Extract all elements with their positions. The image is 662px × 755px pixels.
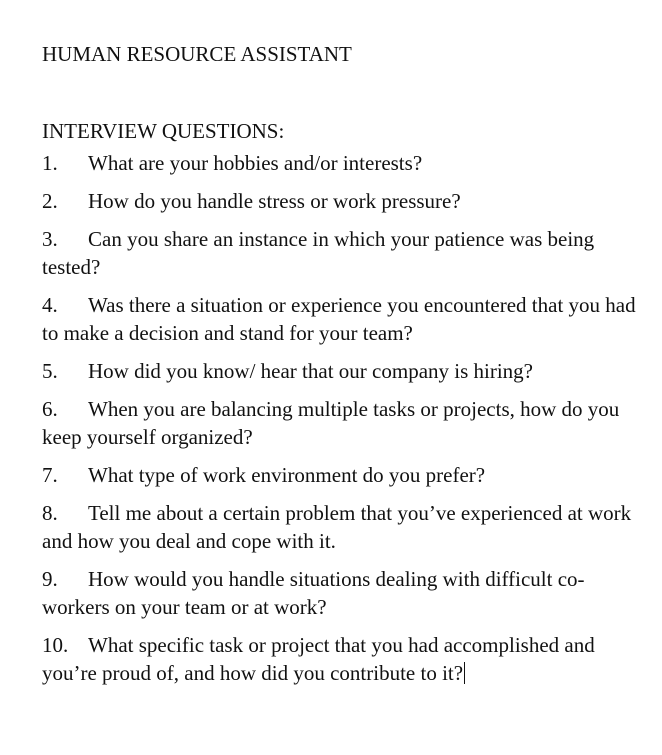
document-body[interactable] — [42, 40, 642, 697]
question-text: What type of work environment do you prefer? — [88, 463, 486, 487]
question-item — [42, 461, 642, 489]
document-title: HUMAN RESOURCE ASSISTANT — [42, 42, 352, 66]
question-number: 4. — [42, 293, 58, 317]
question-item — [42, 187, 642, 215]
question-number: 2. — [42, 189, 58, 213]
text-cursor — [464, 662, 465, 684]
question-item — [42, 565, 642, 621]
question-text: How did you know/ hear that our company is hiring? — [88, 359, 533, 383]
question-text: Can you share an instance in which your patience was being tested? — [42, 227, 595, 279]
section-heading: INTERVIEW QUESTIONS: — [42, 119, 285, 143]
question-number: 5. — [42, 359, 58, 383]
question-text: How would you handle situations dealing with difficult co-workers on your team or at work? — [42, 567, 585, 619]
question-number: 3. — [42, 227, 58, 251]
question-number: 7. — [42, 463, 58, 487]
question-item — [42, 149, 642, 177]
question-number: 9. — [42, 567, 58, 591]
question-text: When you are balancing multiple tasks or projects, how do you keep yourself organized? — [42, 397, 620, 449]
question-item — [42, 631, 642, 687]
question-item — [42, 499, 642, 555]
question-number: 6. — [42, 397, 58, 421]
question-item — [42, 395, 642, 451]
question-number: 10. — [42, 633, 69, 657]
question-item — [42, 357, 642, 385]
question-item — [42, 291, 642, 347]
question-text: How do you handle stress or work pressure? — [88, 189, 461, 213]
question-list — [42, 149, 642, 687]
question-item — [42, 225, 642, 281]
question-number: 8. — [42, 501, 58, 525]
question-text: Was there a situation or experience you encountered that you had to make a decision and stand for your team? — [42, 293, 636, 345]
question-text: Tell me about a certain problem that you’ve experienced at work and how you deal and cope with it. — [42, 501, 632, 553]
question-number: 1. — [42, 151, 58, 175]
question-text: What specific task or project that you had accomplished and you’re proud of, and how did you contribute to it? — [42, 633, 595, 685]
question-text: What are your hobbies and/or interests? — [88, 151, 423, 175]
